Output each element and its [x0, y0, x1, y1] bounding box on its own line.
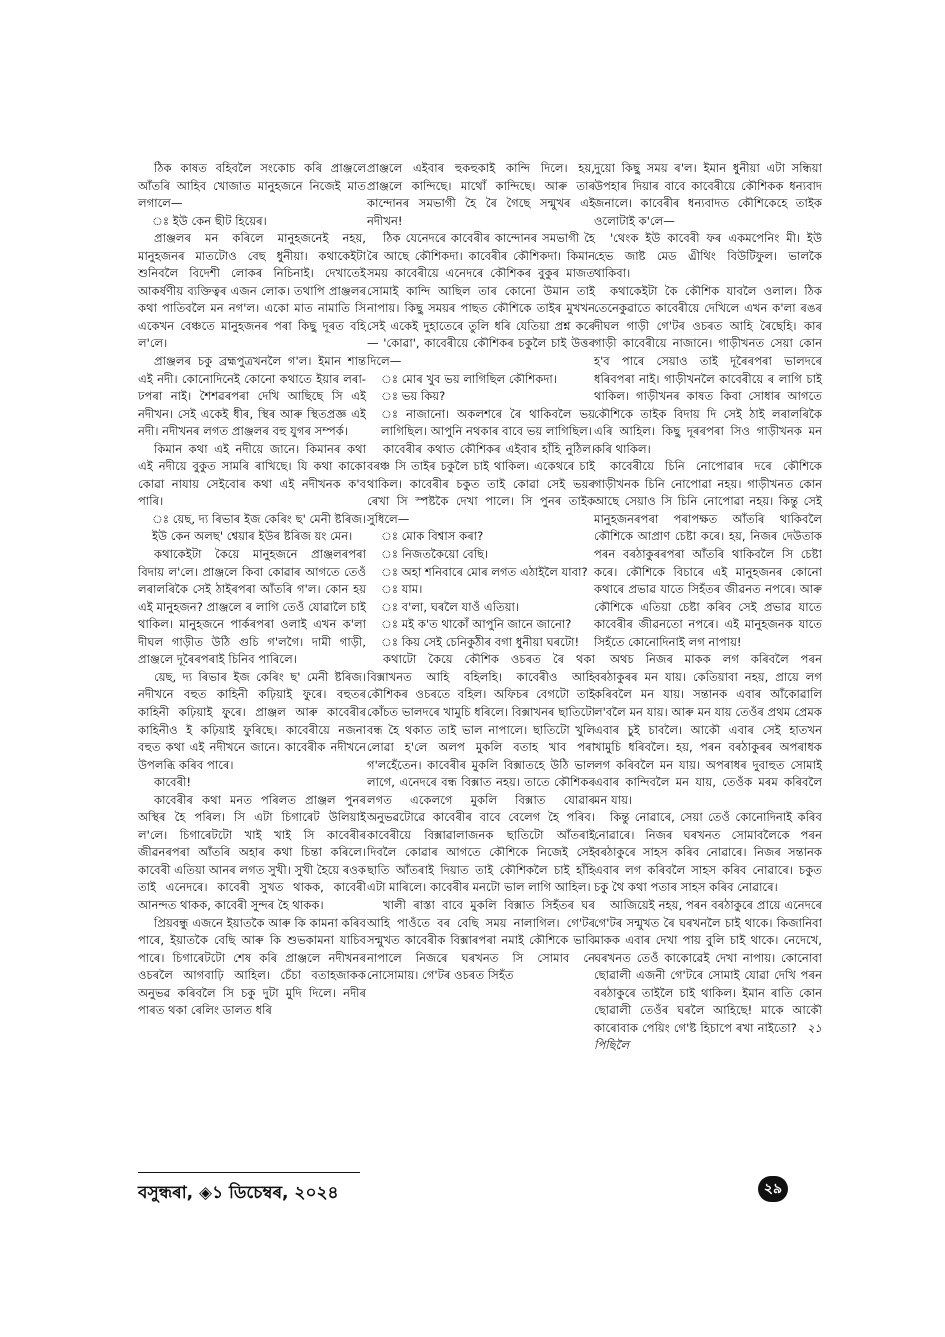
dialogue-line: ঃ অহা শনিবাৰে মোৰ লগত এঠাইলৈ যাবা? [381, 564, 588, 579]
continuation-note: ২১ পিছিলৈ [594, 1020, 822, 1053]
dialogue-line: ঃ ভয় কিয়? [381, 389, 446, 404]
paragraph: কাবেৰীয়ে চিনি নোপোৱাৰ দৰে কৌশিকে গাড়ীখনক চিনি নোপোৱা নহয়। গাড়ীখনত কোন আছে সেয়াও সি চিনি নোপোৱা নহয়। কিন্তু সেই মানুহজনৰপৰা পৰাপক্ষত আঁতৰি থাকিবলৈ কৌশিকে আপ্ৰাণ চেষ্টা কৰে। হয়, নিজৰ দেউতাক পৰন বৰঠাকুৰৰপৰা আঁতৰি থাকিবলৈ সি চেষ্টা কৰে। কৌশিকে বিচাৰে এই মানুহজনৰ কোনো কথাৰে প্ৰভাৱ যাতে সিহঁতৰ জীৱনত নপৰে। আৰু কৌশিকে এতিয়া চেষ্টা কৰিব সেই প্ৰভাৱ যাতে কাবেৰীৰ জীৱনতো নপৰে। এই মানুহজনক যাতে সিহঁতে কোনোদিনাই লগ নাপায়! [594, 459, 822, 649]
paragraph: কিমান কথা এই নদীয়ে জানে। কিমানৰ কথা এই নদীয়ে বুকুত সামৰি ৰাখিছে। যি কথা কাকো কোৱা নাযায় সেইবোৰ কথা এই নদীখনক ক'ব পাৰি। [138, 441, 366, 509]
dialogue-line: ঃ য়েছ, দ্য ৰিভাৰ ইজ কেৰিং ছ' মেনী ষ্টৰিজ। ইউ কেন অলছ' শ্বেয়াৰ ইউৰ ষ্টৰিজ য়ং মেন। [152, 511, 366, 544]
dialogue-line: ঃ নিজতকৈয়ো বেছি। [381, 547, 489, 562]
paragraph: প্ৰিয়বন্ধু এজনে ইয়াতকৈ আৰু কি কামনা কৰিব পাৰে, ইয়াতকৈ বেছি আৰু কি শুভকামনা যাচিব পাৰে। চিগাৰেটটো শেষ কৰি প্ৰাঞ্জলে নদীখনৰ ওচৰলৈ আগবাঢ়ি আহিল। চেঁচা বতাহজাকক অনুভৱ কৰিবলৈ সি চকু দুটা মুদি দিলে। নদীৰ পাৰত থকা ৰেলিং ডালত ধৰি [138, 915, 366, 1018]
dialogue-line: ঃ ব'লা, ঘৰলৈ যাওঁ এতিয়া। [381, 599, 520, 614]
dialogue-line: ঃ যাম। [381, 582, 423, 597]
paragraph: ঠিক যেনেদৰে কাবেৰীৰ কান্দোনৰ সমভাগী হৈ ৰৈ আছে কৌশিকদা। কাবেৰীৰ কৌশিকদা। কিমান সময় কাবেৰীয়ে এনেদৰে কৌশিকৰ বুকুৰ মাজত সোমাই কান্দি আছিল তাৰ কোনো উমান তাই নাপায়। কিছু সময়ৰ পাছত কৌশিকে তাইৰ মুখখন সেই একেই দুহাতেৰে তুলি ধৰি যেতিয়া প্ৰশ্ন কৰে— 'কোৱা', কাবেৰীয়ে কৌশিকৰ চকুলৈ চাই উত্তৰ দিলে— [367, 231, 595, 369]
text-column-1 [138, 160, 366, 1020]
paragraph: 'থেংক ইউ কাবেৰী ফৰ একমপেনিং মী। ইউ হেভ জাষ্ট মেড এ্ৰীথিং বিউটিফুল। ভালকৈ থাকিবা। [594, 231, 822, 281]
dialogue-line: ঃ মই ক'ত থাকোঁ আপুনি জানে জানো? [381, 617, 572, 632]
paragraph: ঠিক কাষত বহিবলৈ সংকোচ কৰি প্ৰাঞ্জলে আঁতৰি আহিব খোজাত মানুহজনে নিজেই মাত লগালে— [138, 161, 366, 211]
paragraph: কথাকেইটা কৈ কৌশিক যাবলৈ ওলাল। ঠিক তেনেকুৱাতে কাবেৰীয়ে দেখিলে এখন ক'লা ৰঙৰ দীঘল গাড়ী গে'টৰ ওচৰত আহি ৰৈছেহি। কাৰ গাড়ী কাবেৰীয়ে নাজানে। গাড়ীখনত সেয়া কোন হ'ব পাৰে সেয়াও তাই দূৰৈৰপৰা ভালদৰে ধৰিবপৰা নাই। গাড়ীখনলৈ কাবেৰীয়ে ৰ লাগি চাই থাকিল। গাড়ীখনৰ কাষত কিবা সোধাৰ আগতে কৌশিকে তাইক বিদায় দি সেই ঠাই লৰালৰিকৈ এৰি আহিল। কিছু দূৰৰপৰা সিও গাড়ীখনক মন কৰি থাকিল। [594, 283, 822, 456]
dialogue-line: ঃ মোৰ খুব ভয় লাগিছিল কৌশিকদা। [381, 371, 557, 386]
paragraph: দুয়ো কিছু সময় ৰ'ল। ইমান ধুনীয়া এটা সন্ধিয়া উপহাৰ দিয়াৰ বাবে কাবেৰীয়ে কৌশিকক ধন্যবাদ জনালে। কাবেৰীৰ ধন্যবাদত কৌশিকেহে তাইক ওলোটাই ক'লে— [594, 161, 822, 228]
paragraph: কাবেৰীৰ কথাত কৌশিকৰ এইবাৰ হাঁহি নুঠিল। বৰঞ্চ সি তাইৰ চকুলৈ চাই থাকিল। একেথৰে চাই থাকিল। কাবেৰীৰ চকুত তাই কোৱা সেই ভয়ৰ ৰেখা সি স্পষ্টকৈ দেখা পালে। সি পুনৰ তাইক সুধিলে— [367, 441, 595, 526]
paragraph: খালী ৰাস্তা বাবে মুকলি বিক্সাত সিহঁতৰ ঘৰ আহি পাওঁতে বৰ বেছি সময় নালাগিল। গে'টৰ সন্মুখত কাবেৰীক বিক্সাৰপৰা নমাই কৌশিকে ভাবি নাপালে নিজৰে ঘৰখনত সি সোমাব নে নোসোমায়। গে'টৰ ওচৰত সিহঁত [367, 897, 595, 983]
page-number: ২৯ [758, 1176, 788, 1202]
dialogue-line: ঃ ইউ কেন ছীট হিয়েৰ। [152, 213, 267, 228]
text-column-2 [367, 160, 595, 985]
paragraph: কাবেৰী! [154, 775, 192, 790]
paragraph: কথাটো কৈয়ে কৌশিক ওচৰত ৰৈ থকা বিক্সাখনত আহি বহিলহি। কাবেৰীও আহি কৌশিকৰ ওচৰতে বহিল। অফিচৰ বেগটো তাই কোঁচত ভালদৰে খামুচি ধৰিলে। বিক্সাখনৰ ছাতিটো বন্ধ হৈ থকাত তাই ভাল নাপালে। ছাতিটো খুলি লোৱা হ'লে অলপ মুকলি বতাহ খাব পৰা গ'লহেঁতেন। কাবেৰীৰ মুকলি বিক্সাতহে উঠি ভাল লাগে, এনেদৰে বন্ধ বিক্সাত নহয়। তাতে কৌশিকৰ লগত একেলগে মুকলি বিক্সাত যোৱাৰ অনুভৱটোৱে কাবেৰীৰ বাবে বেলেগ হৈ পৰিব। কাবেৰীয়ে বিক্সাৱালাজনক ছাতিটো আঁতৰাই দিবলৈ কোৱাৰ আগতে কৌশিকে নিজেই সেই ছাতি আঁতৰাই দিয়াত তাই কৌশিকলৈ চাই হাঁহি এটা মাৰিলে। কাবেৰীৰ মনটো ভাল লাগি আহিল। [367, 652, 595, 895]
text-column-3 [594, 160, 822, 1055]
paragraph: আজিয়েই নহয়, পৰন বৰঠাকুৰে প্ৰায়ে এনেদৰে গে'টৰ সন্মুখত ৰৈ ঘৰখনলৈ চাই থাকে। কিজানিবা মাকক এবাৰ দেখা পায় বুলি চাই থাকে। নেদেখে, ঘৰখনত তেওঁ কাকোৱেই দেখা নাপায়। কোনোবা ছোৱালী এজনী গে'টৰে সোমাই যোৱা দেখি পৰন বৰঠাকুৰে তাইলৈ চাই থাকিল। ইমান ৰাতি কোন ছোৱালী তেওঁৰ ঘৰলৈ আহিছে! মাকে আকৌ কাৰোবাক পেয়িং গে'ষ্ট হিচাপে ৰখা নাইতো? ২১ পিছিলৈ [594, 897, 822, 1053]
paragraph: কিন্তু নোৱাৰে, সেয়া তেওঁ কোনোদিনাই কৰিব নোৱাৰে। নিজৰ ঘৰখনত সোমাবলৈকে পৰন বৰঠাকুৰে সাহস কৰিব নোৱাৰে। নিজৰ সন্তানক এবাৰ লগ কৰিবলৈ সাহস কৰিব নোৱাৰে। চকুত চকু থৈ কথা পতাৰ সাহস কৰিব নোৱাৰে। [594, 810, 822, 895]
paragraph: কথাকেইটা কৈয়ে মানুহজনে প্ৰাঞ্জলৰপৰা বিদায় ল'লে। প্ৰাঞ্জলে কিবা কোৱাৰ আগতে তেওঁ লৰালৰিকৈ সেই ঠাইৰপৰা আঁতৰি গ'ল। কোন হয় এই মানুহজন? প্ৰাঞ্জলে ৰ লাগি তেওঁ যোৱালৈ চাই থাকিল। মানুহজনে পাৰ্কৰপৰা ওলাই এখন ক'লা দীঘল গাড়ীত উঠি গুচি গ'লগৈ। দামী গাড়ী, প্ৰাঞ্জলে দূৰৈৰপৰাই চিনিব পাৰিলে। [138, 547, 366, 667]
paragraph: অথচ নিজৰ মাকক লগ কৰিবলৈ পৰন বৰঠাকুৰৰ মন যায়। কেতিয়াবা নহয়, প্ৰায়ে লগ কৰিবলৈ মন যায়। সন্তানক এবাৰ আঁকোৱালি ল'বলৈ মন যায়। আৰু মন যায় তেওঁৰ প্ৰথম প্ৰেমক এবাৰ চুই চাবলৈ। আকৌ এবাৰ সেই হাতখন খামুচি ধৰিবলৈ। হয়, পৰন বৰঠাকুৰৰ অপৰাধক লগ কৰিবলৈ মন যায়। অপৰাধৰ দুবাহুত সোমাই এবাৰ কান্দিবলৈ মন যায়, তেওঁক মৰম কৰিবলৈ মন যায়। [594, 652, 822, 807]
footer-rule [138, 1172, 360, 1173]
paragraph: প্ৰাঞ্জলৰ চকু ব্ৰহ্মপুত্ৰখনলৈ গ'ল। ইমান শান্ত এই নদী। কোনোদিনেই কোনো কথাতে ইয়াৰ লৰা-ঢপৰা নাই। শৈশৱৰপৰা দেখি আছিছে সি এই নদীখন। সেই একেই ধীৰ, স্থিৰ আৰু স্থিতপ্ৰজ্ঞ এই নদী। নদীখনৰ লগত প্ৰাঞ্জলৰ বহু যুগৰ সম্পৰ্ক। [138, 354, 366, 439]
dialogue-line: ঃ মোক বিশ্বাস কৰা? [381, 529, 484, 544]
paragraph: য়েছ, দ্য ৰিভাৰ ইজ কেৰিং ছ' মেনী ষ্টৰিজ। নদীখনে বহুত কাহিনী কঢ়িয়াই ফুৰে। বহুতৰ কাহিনী কঢ়িয়াই ফুৰে। প্ৰাঞ্জল আৰু কাবেৰীৰ কাহিনীও ই কঢ়িয়াই ফুৰিছে। কাবেৰীয়ে নজনা বহুত কথা এই নদীখনে জানে। কাবেৰীক নদীখনে উপলব্ধি কৰিব পাৰে। [138, 669, 366, 772]
paragraph: কাবেৰীৰ কথা মনত পৰিলত প্ৰাঞ্জল পুনৰ অস্থিৰ হৈ পৰিল। সি এটা চিগাৰেট উলিয়াই ল'লে। চিগাৰেটটো খাই খাই সি কাবেৰীৰ জীৱনৰপৰা আঁতৰি অহাৰ কথা চিন্তা কৰিলে। কাবেৰী এতিয়া আনৰ লগত সুখী। সুখী হৈয়ে ৰওক তাই এনেদৰে। কাবেৰী সুখত থাকক, কাবেৰী আনন্দত থাকক, কাবেৰী সুন্দৰ হৈ থাকক। [138, 792, 366, 912]
dialogue-line: ঃ নাজানো। অকলশৰে ৰৈ থাকিবলৈ ভয় লাগিছিল। আপুনি নথকাৰ বাবে ভয় লাগিছিল। [381, 406, 595, 439]
paragraph: প্ৰাঞ্জলে এইবাৰ হুকহুকাই কান্দি দিলে। হয়, প্ৰাঞ্জলে কান্দিছে। মাথোঁ কান্দিছে। আৰু তাৰ কান্দোনৰ সমভাগী হৈ ৰৈ গৈছে সন্মুখৰ এই নদীখন! [367, 161, 595, 228]
dialogue-line: ঃ কিয় সেই চেনিকুঠীৰ বগা ধুনীয়া ঘৰটো! [381, 634, 580, 649]
paragraph: প্ৰাঞ্জলৰ মন কৰিলে মানুহজনেই নহয়, মানুহজনৰ মাতটোও বেছ ধুনীয়া। কথাকেইটা শুনিবলৈ বিদেশী লোকৰ নিচিনাই। দেখাতেই আকৰ্ষণীয় ব্যক্তিত্বৰ এজন লোক। তথাপি প্ৰাঞ্জলৰ কথা পাতিবলৈ মন নগ'ল। একো মাত নামাতি সি একেখন বেঞ্চতে মানুহজনৰ পৰা কিছু দূৰত বহি ল'লে। [138, 231, 366, 351]
footer-masthead: বসুন্ধৰা, ◈১ ডিচেম্বৰ, ২০২৪ [138, 1183, 339, 1203]
